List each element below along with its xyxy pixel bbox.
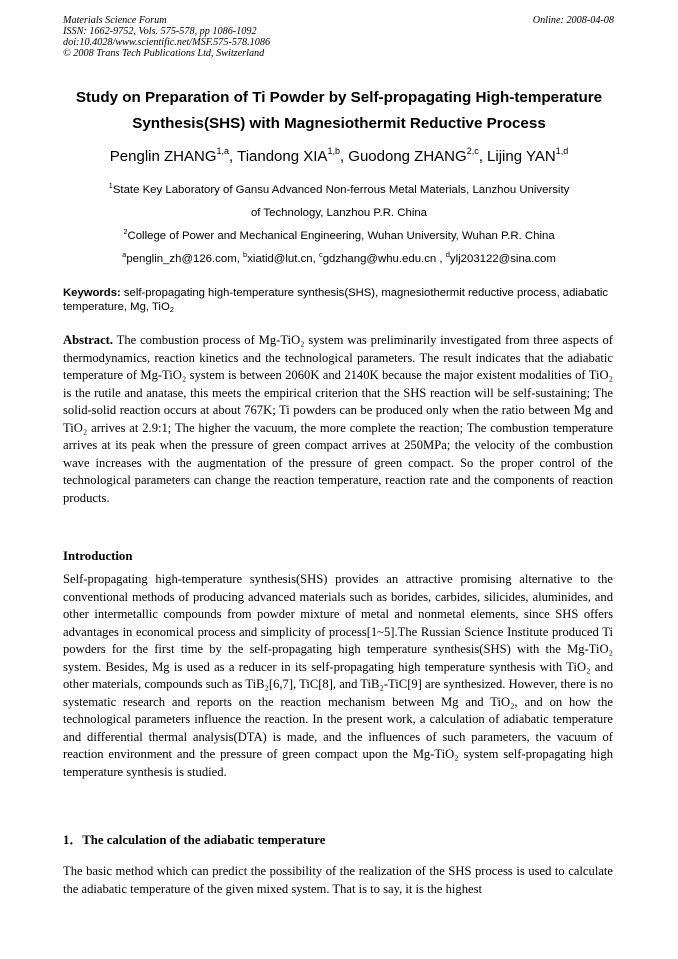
author-affiliation-mark: 1,d — [555, 146, 569, 156]
affiliation-1-continued — [40, 206, 638, 220]
introduction-paragraph: Self-propagating high-temperature synthesis(SHS) provides an attractive promising alternative to the conventional methods of producing advanced materials such as borides, carbides, silicides, aluminides, and other intermetallic compounds from powder mixture of metal and nonmetal elements, since SHS offers advantages in economical process and simplicity of process[1~5].The Russian Science Institute produced Ti powders for the first time by the self-propagating high temperature synthesis(SHS) with the Mg-TiO₂ system. Besides, Mg is used as a reducer in its self-propagating high temperature synthesis with TiO₂ and other materials, compounds such as TiB₂[6,7], TiC[8], and TiB₂-TiC[9] are synthesized. However, there is no systematic research and reports on the reaction mechanism between Mg and TiO₂, and on how the technological parameters influence the reaction. In the present work, a calculation of adiabatic temperature and differential thermal analysis(DTA) is made, and the influences of such parameters, the vacuum of reaction environment and the pressure of green compact upon the Mg-TiO₂ system self-propagating high temperature synthesis is studied. — [63, 572, 614, 779]
email-mark: d — [445, 250, 450, 259]
author-name: Guodong ZHANG — [348, 148, 467, 165]
email-mark: b — [243, 250, 248, 259]
keywords-block — [63, 286, 623, 314]
copyright-line: © 2008 Trans Tech Publications Ltd, Switzerland — [63, 48, 265, 59]
keywords-text: self-propagating high-temperature synthesis(SHS), magnesiothermit reductive process, adiabatic temperature, Mg, TiO — [63, 287, 609, 313]
affiliation-mark: 1 — [108, 181, 113, 190]
email-list: $^a$penglin_zh@126.com, $^b$xiatid@lut.cn, $^c$gdzhang@whu.edu.cn , $^d$ylj203122@sina.com — [122, 250, 556, 265]
title-line-1: Study on Preparation of Ti Powder by Self-propagating High-temperature — [75, 89, 603, 106]
abstract-text: The combustion process of Mg-TiO₂ system was preliminarily investigated from three aspects of thermodynamics, reaction kinetics and the technological parameters. The result indicates that the adiabatic temperature of Mg-TiO₂ system is between 2060K and 2140K because the major existent modalities of TiO₂ is the rutile and anatase, this meets the empirical criterion that the SHS reaction will be self-sustaining; The solid-solid reaction occurs at about 767K; Ti powders can be produced only when the ratio between Mg and TiO₂ arrives at 2.9:1; The higher the vacuum, the more complete the reaction; The combustion temperature arrives at its peak when the pressure of green compact arrives at 250MPa; the velocity of the combustion wave increases with the augmentation of the pressure of green compact. So the proper control of the technological parameters can change the reaction temperature, reaction rate and the components of reaction products. — [63, 333, 613, 505]
author-name: Lijing YAN — [487, 148, 556, 165]
email-address: gdzhang@whu.edu.cn — [322, 253, 437, 265]
affiliation-text: State Key Laboratory of Gansu Advanced Non-ferrous Metal Materials, Lanzhou University — [112, 184, 570, 196]
section-1-heading: 1．The calculation of the adiabatic temperature — [63, 833, 326, 847]
email-mark: c — [318, 250, 323, 259]
online-date: Online: 2008-04-08 — [532, 15, 614, 26]
abstract-paragraph — [63, 332, 613, 507]
email-address: xiatid@lut.cn — [247, 253, 313, 265]
author-affiliation-mark: 1,b — [327, 146, 340, 156]
abstract-label: Abstract. — [63, 333, 114, 347]
journal-name: Materials Science Forum — [63, 15, 167, 26]
issn-line: ISSN: 1662-9752, Vols. 575-578, pp 1086-1092 — [63, 26, 257, 37]
affiliation-2 — [40, 229, 638, 243]
introduction-heading: Introduction — [63, 549, 133, 563]
title-line-2: Synthesis(SHS) with Magnesiothermit Reductive Process — [132, 115, 546, 132]
author-name: Penglin ZHANG — [109, 148, 217, 165]
journal-header — [63, 15, 270, 59]
author-affiliation-mark: 2,c — [466, 146, 479, 156]
keywords-label: Keywords: — [63, 287, 121, 299]
doi-line: doi:10.4028/www.scientific.net/MSF.575-578.1086 — [63, 37, 271, 48]
affiliation-text: College of Power and Mechanical Engineering, Wuhan University, Wuhan P.R. China — [127, 230, 555, 242]
author-list: Penglin ZHANG$^{1,a}$, Tiandong XIA$^{1,b}$, Guodong ZHANG$^{2,c}$, Lijing YAN$^{1,d}$ — [109, 146, 569, 165]
paper-title — [40, 85, 638, 137]
email-mark: a — [122, 250, 127, 259]
email-address: penglin_zh@126.com — [126, 253, 237, 265]
affiliation-mark: 2 — [123, 227, 128, 236]
section-1-paragraph: The basic method which can predict the possibility of the realization of the SHS process is used to calculate the adiabatic temperature of the given mixed system. That is to say, it is the highest — [63, 864, 613, 896]
keywords-subscript: 2 — [169, 305, 174, 314]
affiliation-text: of Technology, Lanzhou P.R. China — [250, 207, 428, 219]
author-name: Tiandong XIA — [237, 148, 328, 165]
affiliation-1 — [40, 183, 638, 197]
email-address: ylj203122@sina.com — [449, 253, 556, 265]
author-affiliation-mark: 1,a — [216, 146, 230, 156]
